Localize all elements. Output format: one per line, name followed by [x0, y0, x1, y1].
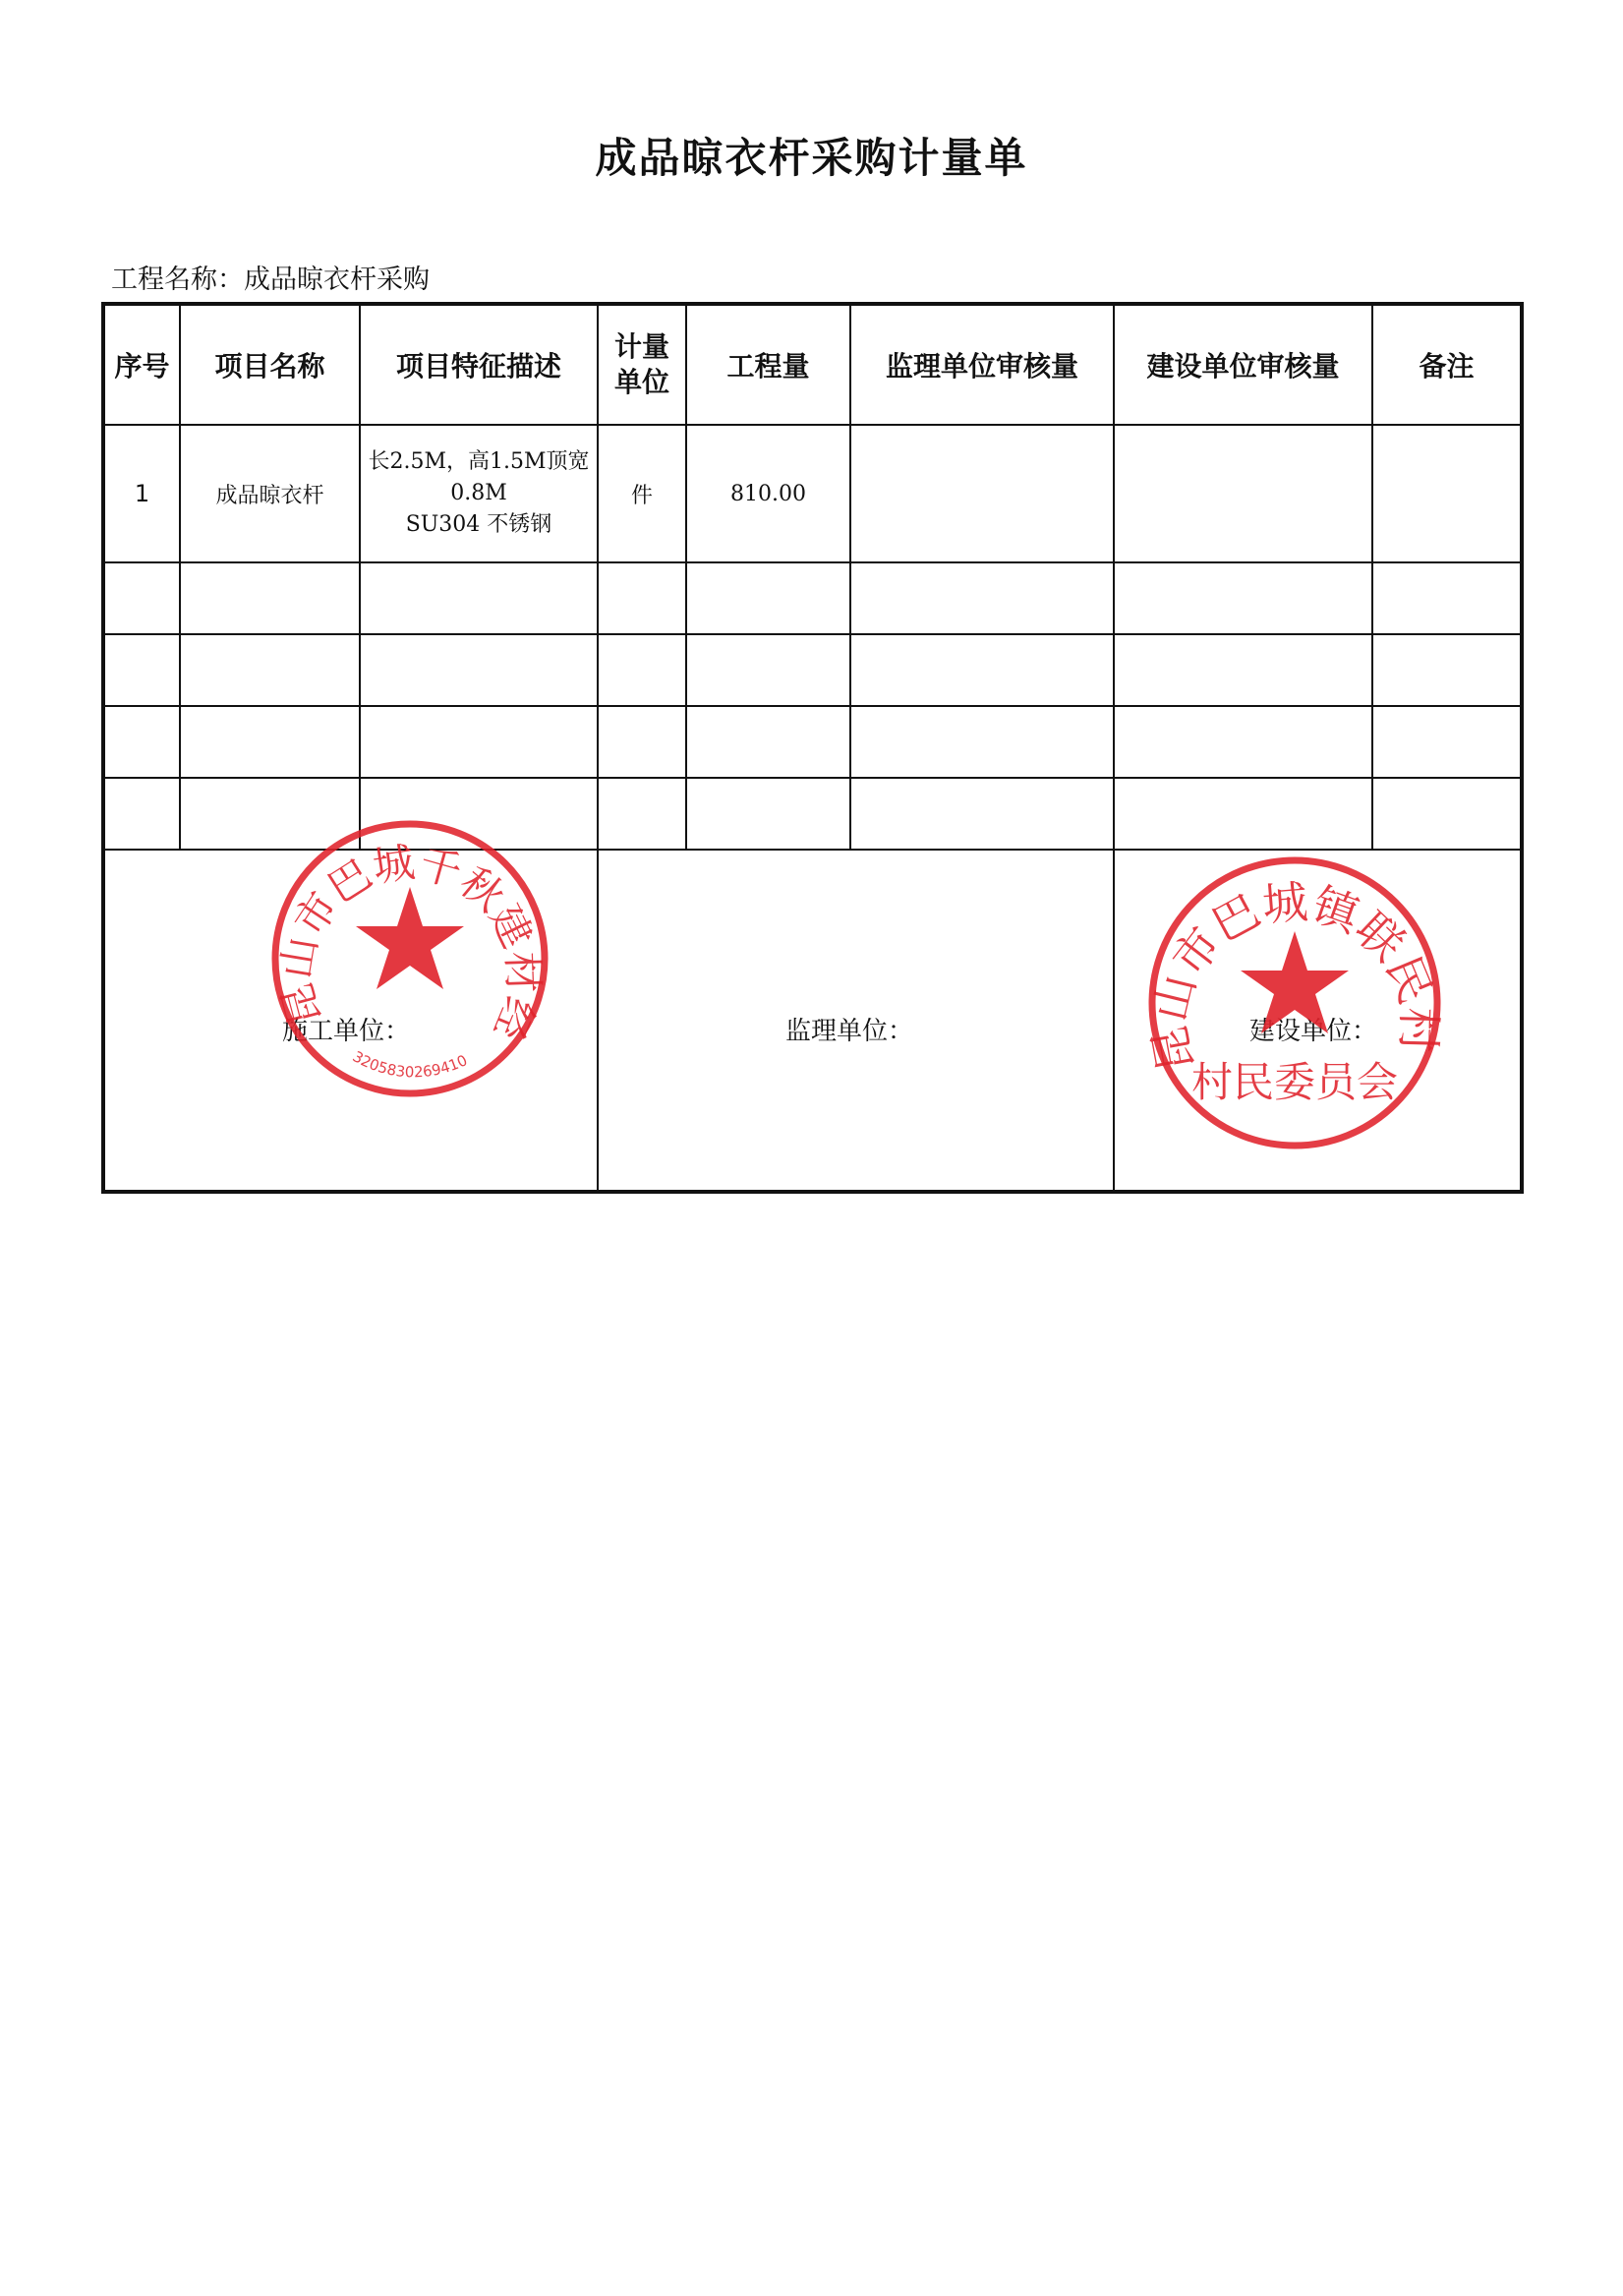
cell-unit: 件 — [598, 425, 686, 562]
owner-seal-icon — [1142, 851, 1447, 1155]
empty-row — [103, 562, 1522, 634]
features-line-2: 0.8M — [450, 481, 507, 505]
signature-row — [103, 850, 1522, 1192]
seal-right-text: 昆山市巴城镇联民村 — [1142, 874, 1446, 1077]
cell-seq: 1 — [103, 425, 180, 562]
contractor-label: 施工单位： — [282, 1017, 411, 1046]
header-unit-bottom: 单位 — [613, 366, 669, 398]
supervisor-label: 监理单位： — [785, 1017, 914, 1046]
header-row — [103, 304, 1522, 425]
document-title: 成品晾衣杆采购计量单 — [595, 134, 1028, 182]
empty-row — [103, 706, 1522, 778]
empty-row — [103, 634, 1522, 706]
cell-item-name: 成品晾衣杆 — [180, 425, 360, 562]
cell-features — [360, 425, 598, 562]
project-name-value: 成品晾衣杆采购 — [244, 265, 430, 295]
seal-left-code: 3205830269410 — [349, 1047, 471, 1082]
features-line-1: 长2.5M，高1.5M顶宽 — [368, 449, 590, 474]
cell-owner-review — [1114, 425, 1372, 562]
header-supervisor-review: 监理单位审核量 — [850, 304, 1114, 425]
header-unit-top: 计量 — [613, 330, 669, 363]
seal-right-bottom: 村民委员会 — [1190, 1058, 1399, 1106]
owner-label: 建设单位： — [1249, 1017, 1378, 1046]
contractor-seal-icon — [267, 816, 552, 1101]
cell-remarks — [1372, 425, 1522, 562]
table-row — [103, 425, 1522, 562]
project-name-line — [111, 258, 430, 296]
project-name-label: 工程名称： — [111, 265, 244, 295]
owner-signature-cell — [1114, 850, 1522, 1192]
header-item-name: 项目名称 — [180, 304, 360, 425]
header-seq: 序号 — [103, 304, 180, 425]
header-quantity: 工程量 — [686, 304, 850, 425]
svg-text:3205830269410 — [350, 1047, 471, 1081]
cell-quantity: 810.00 — [686, 425, 850, 562]
contractor-seal — [267, 816, 552, 1108]
seal-left-text: 昆山市巴城千秋建材经 — [271, 837, 548, 1047]
measurement-table — [101, 302, 1524, 1194]
owner-seal — [1142, 851, 1447, 1162]
header-unit — [598, 304, 686, 425]
contractor-signature-cell — [103, 837, 598, 1192]
cell-supervisor-review — [850, 425, 1114, 562]
header-owner-review: 建设单位审核量 — [1114, 304, 1372, 425]
header-features: 项目特征描述 — [360, 304, 598, 425]
header-remarks: 备注 — [1372, 304, 1522, 425]
features-line-3: SU304 不锈钢 — [405, 512, 552, 537]
supervisor-signature-cell — [598, 850, 1114, 1192]
